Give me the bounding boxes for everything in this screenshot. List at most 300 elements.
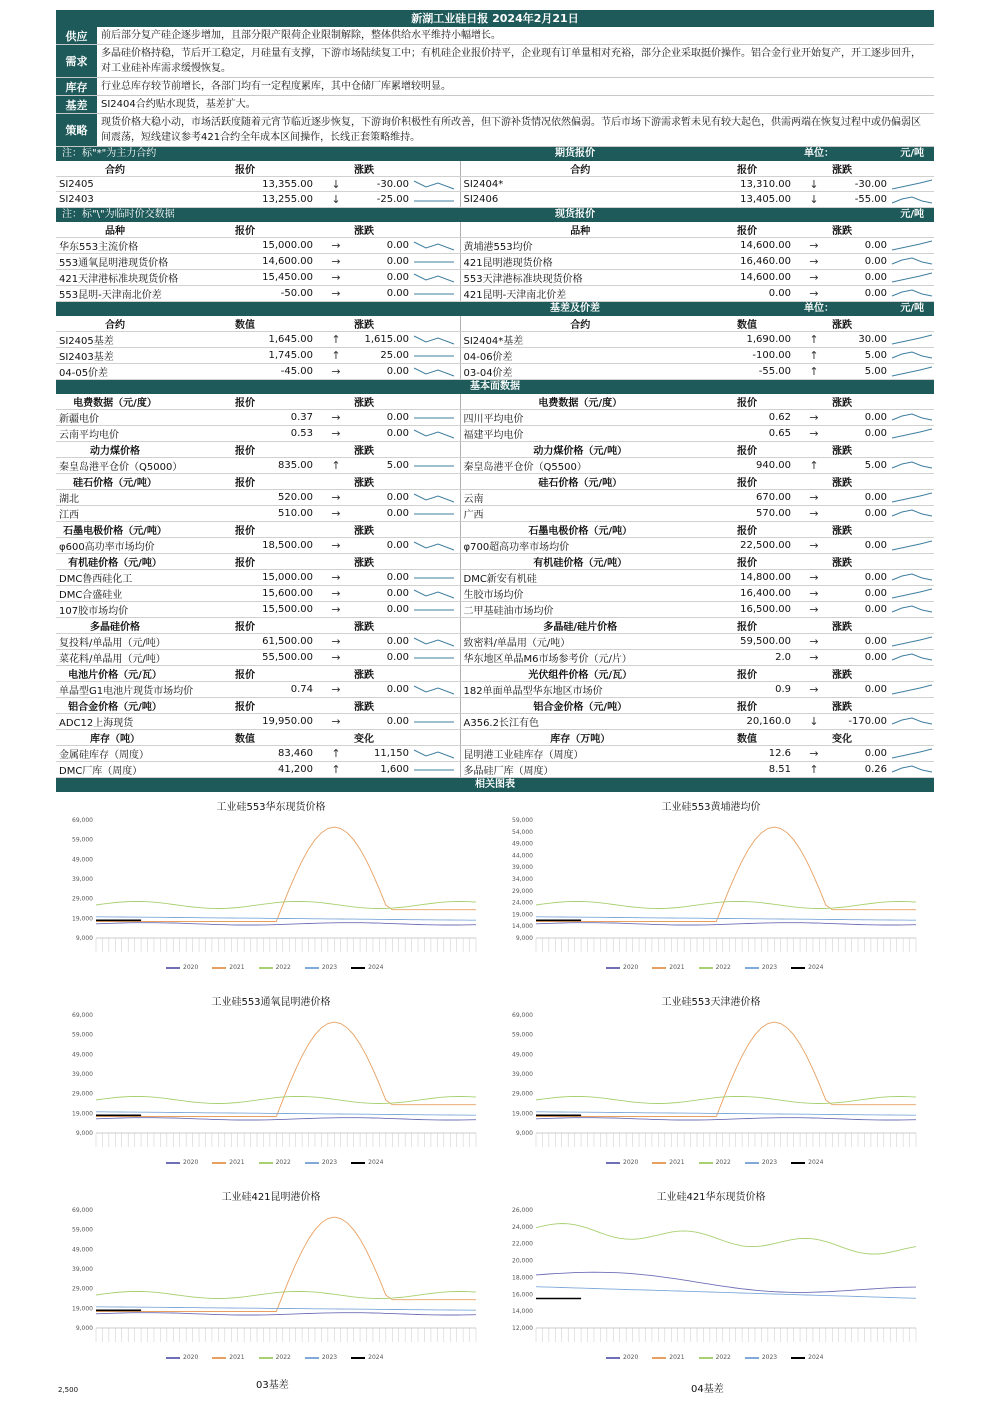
row-value: 0.00 [834, 681, 890, 697]
sparkline-cell [412, 505, 460, 521]
header-cell: 涨跌 [794, 697, 890, 713]
sparkline-cell [412, 363, 460, 379]
row-value: 670.00 [700, 489, 794, 505]
row-label: SI2404*基差 [460, 331, 700, 347]
legend-item [305, 964, 337, 971]
header-cell: 石墨电极价格（元/吨） [56, 521, 174, 537]
row-label: 单晶型G1电池片现货市场均价 [56, 681, 174, 697]
trend-arrow: → [316, 585, 356, 601]
header-blank [412, 697, 460, 713]
header-cell: 涨跌 [316, 316, 412, 332]
sparkline-cell [890, 649, 934, 665]
row-label: 金属硅库存（周度） [56, 745, 174, 761]
y-tick-label: 12,000 [512, 1325, 533, 1332]
row-value: 835.00 [174, 457, 316, 473]
table-row [56, 649, 934, 665]
y-tick-label: 29,000 [512, 887, 533, 895]
row-value: 13,405.00 [700, 192, 794, 207]
row-label: 秦皇岛港平仓价（Q5000） [56, 457, 174, 473]
spot-unit: 元/吨 [900, 208, 924, 220]
legend-item [745, 1159, 777, 1166]
sparkline-cell [890, 681, 934, 697]
table-row [56, 409, 934, 425]
row-value: -55.00 [834, 192, 890, 207]
legend-label: 2022 [275, 964, 291, 971]
row-value: 0.00 [356, 713, 412, 729]
header-blank [890, 521, 934, 537]
y-tick-label: 16,000 [512, 1291, 533, 1299]
row-label: 湖北 [56, 489, 174, 505]
row-label: DMC新安有机硅 [460, 569, 700, 585]
sparkline-cell [412, 569, 460, 585]
legend-item [652, 1159, 684, 1166]
legend-label: 2020 [623, 1354, 639, 1361]
row-value: 0.00 [356, 285, 412, 301]
header-cell: 变化 [794, 729, 890, 745]
legend-item [652, 964, 684, 971]
chart-title: 工业硅553黄埔港均价 [661, 802, 761, 813]
sparkline-cell [890, 253, 934, 269]
sparkline [412, 538, 456, 552]
table-row [56, 363, 934, 379]
y-tick-label: 24,000 [512, 899, 533, 907]
row-value: 18,500.00 [174, 537, 316, 553]
section-header-row [56, 665, 934, 681]
legend-label: 2024 [368, 1159, 384, 1166]
sparkline-cell [890, 237, 934, 253]
sparkline [412, 364, 456, 378]
trend-arrow: → [794, 681, 834, 697]
fundamentals-band [56, 380, 934, 394]
sparkline-cell [412, 192, 460, 207]
legend-item [351, 1354, 383, 1361]
header-blank [412, 553, 460, 569]
y-tick-label: 9,000 [75, 935, 93, 942]
sparkline [412, 177, 456, 191]
table-row [56, 713, 934, 729]
table-row [56, 425, 934, 441]
sparkline [412, 506, 456, 520]
row-value: 0.65 [700, 425, 794, 441]
row-value: 30.00 [834, 331, 890, 347]
header-cell: 报价 [174, 161, 316, 177]
summary-text: 多晶硅价格持稳，节后开工稳定，月硅量有支撑，下游市场陆续复工中；有机硅企业报价持平，企业现有订单量相对充裕，部分企业采取挺价操作。铝合金行业开始复产，开工逐步回升，对工业硅补库需求缓慢恢复。 [101, 48, 921, 74]
header-blank [890, 665, 934, 681]
y-tick-label: 20,000 [512, 1257, 533, 1265]
row-value: 0.00 [834, 585, 890, 601]
header-cell: 涨跌 [316, 697, 412, 713]
row-label: 553天津港标准块现货价格 [460, 269, 700, 285]
basis-table [56, 316, 934, 380]
legend-item [699, 1159, 731, 1166]
y-tick-label: 44,000 [512, 852, 533, 860]
header-cell: 涨跌 [316, 473, 412, 489]
row-value: 510.00 [174, 505, 316, 521]
footer-right-label: 04基差 [691, 1384, 724, 1395]
table-row [56, 601, 934, 617]
chart-plot [56, 1184, 486, 1374]
y-tick-label: 59,000 [512, 817, 533, 824]
trend-arrow: → [316, 713, 356, 729]
y-tick-label: 69,000 [72, 1012, 93, 1019]
legend-item [745, 1354, 777, 1361]
row-value: 0.00 [834, 409, 890, 425]
trend-arrow: ↑ [316, 457, 356, 473]
row-label: 菜花料/单晶用（元/吨） [56, 649, 174, 665]
summary-section [56, 27, 934, 147]
row-value: 1,690.00 [700, 331, 794, 347]
summary-row [56, 78, 934, 96]
summary-row [56, 27, 934, 45]
series-line [96, 1096, 476, 1103]
header-cell: 合约 [56, 316, 174, 332]
charts-area [56, 784, 934, 1394]
row-label: 二甲基硅油市场均价 [460, 601, 700, 617]
summary-label: 库存 [56, 78, 97, 95]
sparkline-cell [412, 489, 460, 505]
row-label: 复投料/单晶用（元/吨） [56, 633, 174, 649]
header-cell: 多晶硅价格 [56, 617, 174, 633]
row-value: 0.00 [834, 745, 890, 761]
legend-item [351, 964, 383, 971]
header-cell: 报价 [174, 394, 316, 410]
row-label: 553通氧昆明港现货价格 [56, 253, 174, 269]
header-blank [890, 697, 934, 713]
sparkline-cell [412, 681, 460, 697]
row-value: 5.00 [834, 363, 890, 379]
row-value: 0.00 [834, 649, 890, 665]
row-value: 13,310.00 [700, 177, 794, 192]
header-cell: 报价 [174, 697, 316, 713]
y-tick-label: 59,000 [72, 1031, 93, 1039]
series-line [536, 827, 916, 921]
series-line [96, 1112, 476, 1115]
sparkline-cell [890, 537, 934, 553]
y-tick-label: 49,000 [72, 856, 93, 864]
trend-arrow: ↑ [316, 347, 356, 363]
sparkline [412, 348, 456, 362]
row-label: 生胶市场均价 [460, 585, 700, 601]
row-value: 0.00 [356, 253, 412, 269]
row-value: 0.26 [834, 761, 890, 777]
row-value: -55.00 [700, 363, 794, 379]
section-header-row [56, 473, 934, 489]
sparkline-cell [890, 505, 934, 521]
row-label: 04-05价差 [56, 363, 174, 379]
sparkline [890, 193, 934, 207]
header-cell: 涨跌 [794, 665, 890, 681]
footer-left-tick: 2,500 [58, 1386, 79, 1394]
y-tick-label: 24,000 [512, 1223, 533, 1231]
legend-label: 2023 [321, 1354, 338, 1361]
row-value: 0.00 [356, 269, 412, 285]
series-line [536, 1224, 916, 1255]
legend-label: 2023 [761, 1159, 778, 1166]
trend-arrow: → [316, 425, 356, 441]
legend-item [166, 1354, 198, 1361]
trend-arrow: ↑ [794, 363, 834, 379]
row-label: 黄埔港553均价 [460, 237, 700, 253]
y-tick-label: 29,000 [512, 1090, 533, 1098]
futures-band [56, 147, 934, 161]
header-cell: 报价 [174, 521, 316, 537]
row-value: 940.00 [700, 457, 794, 473]
row-label: 多晶硅厂库（周度） [460, 761, 700, 777]
sparkline [890, 348, 934, 362]
futures-unit: 元/吨 [900, 148, 924, 159]
legend-item [305, 1159, 337, 1166]
table-row [56, 505, 934, 521]
row-value: 20,160.0 [700, 713, 794, 729]
footer-left-label: 03基差 [256, 1380, 289, 1391]
header-blank [890, 729, 934, 745]
series-line [96, 1217, 476, 1311]
daily-report-sheet [56, 10, 934, 792]
sparkline-cell [890, 569, 934, 585]
sparkline-cell [890, 331, 934, 347]
row-value: 0.9 [700, 681, 794, 697]
row-value: 15,000.00 [174, 237, 316, 253]
legend-label: 2022 [275, 1354, 291, 1361]
row-value: 5.00 [834, 457, 890, 473]
y-tick-label: 19,000 [72, 915, 93, 923]
header-cell: 报价 [174, 665, 316, 681]
line-chart [496, 794, 926, 984]
header-cell: 报价 [174, 441, 316, 457]
y-tick-label: 69,000 [72, 1207, 93, 1214]
futures-table [56, 161, 934, 208]
header-cell: 电池片价格（元/瓦） [56, 665, 174, 681]
table-row [56, 489, 934, 505]
sparkline [412, 586, 456, 600]
header-cell: 报价 [700, 665, 794, 681]
trend-arrow: → [794, 745, 834, 761]
series-line [96, 1022, 476, 1116]
legend-item [791, 964, 823, 971]
sparkline [412, 714, 456, 728]
row-label: 421昆明-天津南北价差 [460, 285, 700, 301]
row-label: 华东地区单晶M6市场参考价（元/片） [460, 649, 700, 665]
row-value: 16,400.00 [700, 585, 794, 601]
chart-legend [606, 1354, 823, 1361]
header-cell: 涨跌 [794, 553, 890, 569]
trend-arrow: ↑ [794, 331, 834, 347]
chart-plot [56, 794, 486, 984]
row-value: 0.00 [834, 537, 890, 553]
spot-band [56, 208, 934, 222]
header-cell: 涨跌 [794, 394, 890, 410]
chart-legend [166, 1354, 383, 1361]
row-value: 0.00 [356, 489, 412, 505]
legend-label: 2024 [368, 1354, 384, 1361]
sparkline [412, 762, 456, 776]
table-row [56, 537, 934, 553]
series-line [96, 901, 476, 908]
chart-title: 工业硅553通氧昆明港价格 [211, 997, 331, 1008]
header-cell: 铝合金价格（元/吨） [56, 697, 174, 713]
row-value: 0.00 [356, 649, 412, 665]
summary-text: 行业总库存较节前增长，各部门均有一定程度累库，其中仓储厂库累增较明显。 [101, 81, 451, 92]
spot-table [56, 222, 934, 302]
trend-arrow: → [316, 237, 356, 253]
legend-label: 2023 [321, 964, 338, 971]
series-line [536, 1022, 916, 1116]
spot-note: 注：标"\"为临时价交数据 [62, 208, 175, 220]
series-line [96, 917, 476, 920]
legend-item [305, 1354, 337, 1361]
row-label: 广西 [460, 505, 700, 521]
trend-arrow: ↑ [316, 761, 356, 777]
sparkline-cell [890, 585, 934, 601]
futures-note: 注：标"*"为主力合约 [62, 148, 157, 159]
header-cell: 有机硅价格（元/吨） [460, 553, 700, 569]
row-value: 0.00 [356, 681, 412, 697]
header-cell: 涨跌 [316, 441, 412, 457]
sparkline [890, 270, 934, 284]
sparkline-cell [890, 347, 934, 363]
legend-item [259, 1354, 291, 1361]
series-line [536, 1112, 916, 1115]
header-cell: 涨跌 [316, 394, 412, 410]
trend-arrow: → [316, 537, 356, 553]
trend-arrow: → [316, 505, 356, 521]
y-tick-label: 69,000 [72, 817, 93, 824]
basis-unit: 元/吨 [900, 302, 924, 314]
y-tick-label: 49,000 [72, 1051, 93, 1059]
row-value: 0.00 [834, 489, 890, 505]
row-label: 553昆明-天津南北价差 [56, 285, 174, 301]
header-cell: 光伏组件价格（元/瓦） [460, 665, 700, 681]
table-row [56, 745, 934, 761]
trend-arrow: → [316, 569, 356, 585]
sparkline-cell [412, 331, 460, 347]
trend-arrow: → [316, 633, 356, 649]
basis-unit-label: 单位： [804, 302, 834, 314]
row-label: 107胶市场均价 [56, 601, 174, 617]
trend-arrow: → [794, 489, 834, 505]
summary-text: 现货价格大稳小动，市场活跃度随着元宵节临近逐步恢复，下游询价积极性有所改善，但下游补货情况依然偏弱。节后市场下游需求暂未见有较大起色，供需两端在恢复过程中或仍偏弱区间震荡，短线建议参考421合约全年成本区间操作，长线正套策略维持。 [101, 117, 921, 143]
row-value: 22,500.00 [700, 537, 794, 553]
trend-arrow: → [316, 409, 356, 425]
row-value: 0.00 [834, 269, 890, 285]
header-cell: 报价 [700, 222, 794, 238]
y-tick-label: 22,000 [512, 1240, 533, 1248]
legend-label: 2020 [623, 1159, 639, 1166]
legend-item [166, 1159, 198, 1166]
sparkline [890, 458, 934, 472]
section-header-row [56, 394, 934, 410]
row-value: 0.00 [356, 537, 412, 553]
header-cell: 合约 [460, 161, 700, 177]
y-tick-label: 9,000 [515, 1130, 533, 1137]
sparkline-cell [890, 177, 934, 192]
row-label: ADC12上海现货 [56, 713, 174, 729]
row-value: 41,200 [174, 761, 316, 777]
header-cell: 品种 [56, 222, 174, 238]
line-chart [56, 1184, 486, 1374]
y-tick-label: 49,000 [512, 840, 533, 848]
series-line [536, 1118, 916, 1120]
header-cell: 涨跌 [316, 665, 412, 681]
summary-label: 策略 [56, 114, 97, 146]
legend-item [745, 964, 777, 971]
line-chart [56, 989, 486, 1179]
row-label: 04-06价差 [460, 347, 700, 363]
sparkline [890, 238, 934, 252]
sparkline-cell [412, 177, 460, 192]
table-row [56, 285, 934, 301]
trend-arrow: ↑ [316, 331, 356, 347]
legend-label: 2024 [808, 964, 824, 971]
header-cell: 涨跌 [794, 617, 890, 633]
row-label: DMC鲁西硅化工 [56, 569, 174, 585]
row-label: 421天津港标准块现货价格 [56, 269, 174, 285]
header-blank [412, 521, 460, 537]
row-label: φ700超高功率市场均价 [460, 537, 700, 553]
row-value: 0.74 [174, 681, 316, 697]
summary-row [56, 45, 934, 78]
row-label: 江西 [56, 505, 174, 521]
chart-legend [166, 1159, 383, 1166]
row-value: 19,950.00 [174, 713, 316, 729]
trend-arrow: ↑ [794, 457, 834, 473]
row-value: 0.00 [834, 285, 890, 301]
trend-arrow: → [316, 649, 356, 665]
legend-item [166, 964, 198, 971]
header-blank [412, 316, 460, 332]
series-line [536, 1287, 916, 1299]
row-value: 1,615.00 [356, 331, 412, 347]
trend-arrow: → [794, 269, 834, 285]
header-cell: 数值 [174, 316, 316, 332]
legend-item [351, 1159, 383, 1166]
trend-arrow: → [316, 285, 356, 301]
row-label: 四川平均电价 [460, 409, 700, 425]
y-tick-label: 39,000 [512, 1071, 533, 1078]
row-value: 14,800.00 [700, 569, 794, 585]
sparkline-cell [412, 537, 460, 553]
legend-item [259, 964, 291, 971]
header-cell: 有机硅价格（元/吨） [56, 553, 174, 569]
y-tick-label: 14,000 [512, 923, 533, 931]
header-blank [890, 316, 934, 332]
row-value: -45.00 [174, 363, 316, 379]
trend-arrow: → [316, 489, 356, 505]
row-label: 云南平均电价 [56, 425, 174, 441]
y-tick-label: 19,000 [72, 1305, 93, 1313]
sparkline [890, 602, 934, 616]
y-tick-label: 34,000 [512, 876, 533, 883]
chart-plot [496, 989, 926, 1179]
row-label: 182单面单晶型华东地区市场价 [460, 681, 700, 697]
sparkline [412, 254, 456, 268]
header-blank [890, 394, 934, 410]
header-blank [412, 161, 460, 177]
row-label: 昆明港工业硅库存（周度） [460, 745, 700, 761]
legend-label: 2023 [761, 1354, 778, 1361]
header-cell: 报价 [700, 161, 794, 177]
trend-arrow: → [794, 601, 834, 617]
header-cell: 数值 [700, 316, 794, 332]
legend-item [259, 1159, 291, 1166]
chart-title: 工业硅421昆明港价格 [221, 1192, 321, 1203]
row-value: 59,500.00 [700, 633, 794, 649]
sparkline-cell [412, 269, 460, 285]
sparkline-cell [412, 237, 460, 253]
trend-arrow: → [794, 633, 834, 649]
futures-title: 期货报价 [555, 148, 595, 159]
row-value: 0.00 [834, 425, 890, 441]
